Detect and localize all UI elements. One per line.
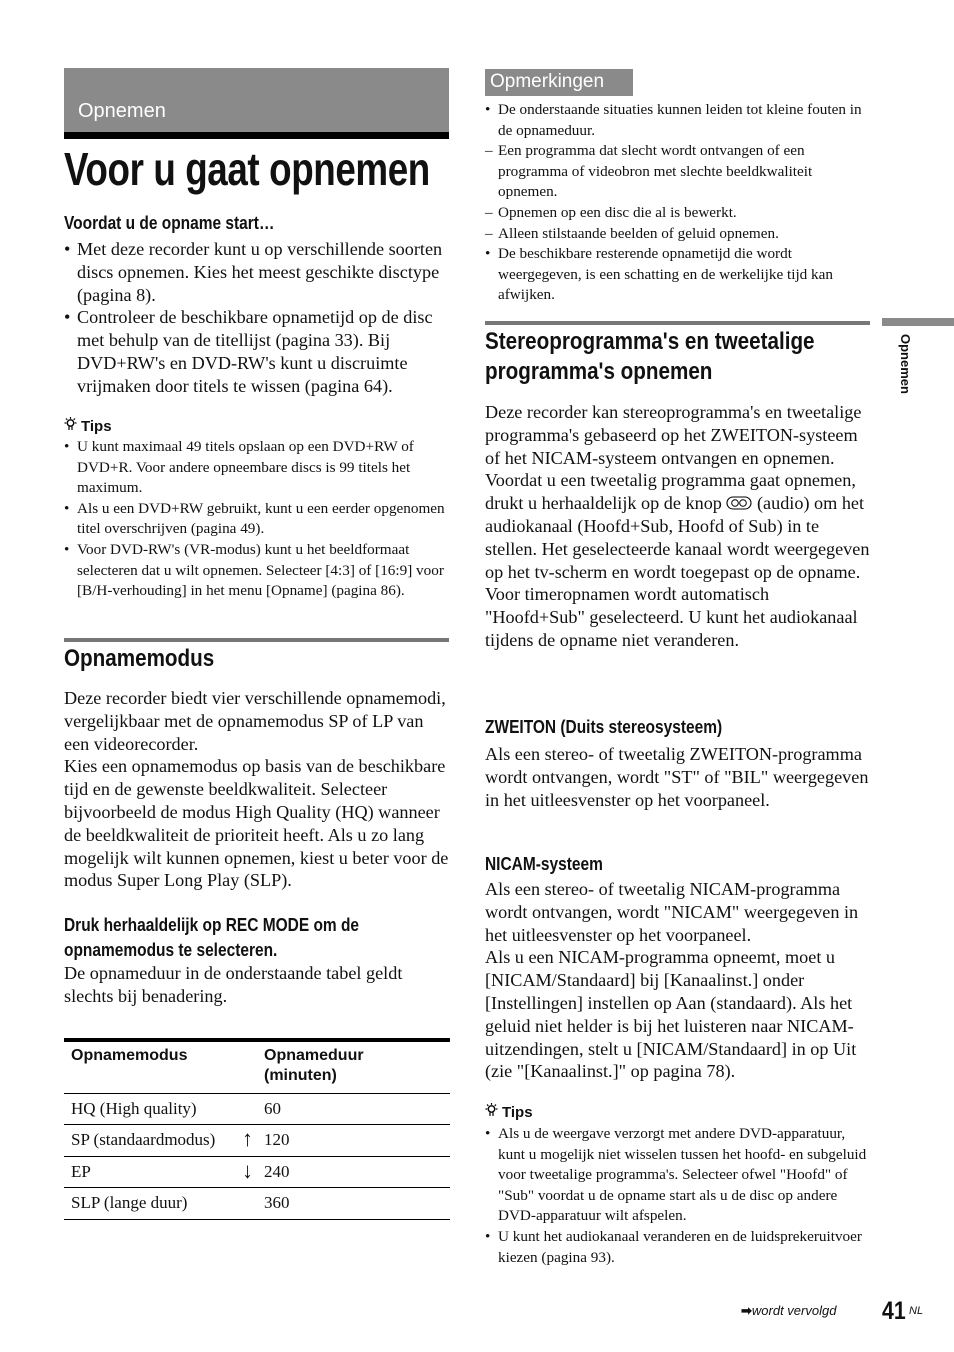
arrow-right-icon: ➡ (741, 1303, 752, 1318)
modes-note: De opnameduur in de onderstaande tabel geldt slechts bij benadering. (64, 963, 403, 1006)
list-item: • De beschikbare resterende opnametijd die wordt weergegeven, is een schatting en de werkelijke tijd kan afwijken. (485, 244, 871, 306)
mode-cell (64, 1156, 257, 1187)
nicam-text (485, 878, 871, 1083)
modes-heading: Opnamemodus (64, 645, 215, 672)
notes-label-text: Opmerkingen (490, 71, 605, 92)
mode-label: EP (71, 1161, 91, 1181)
banner-rule (64, 132, 449, 139)
table-row (64, 1093, 450, 1124)
tips-list-right (485, 1124, 871, 1268)
lightbulb-icon (485, 1103, 498, 1119)
modes-text (64, 687, 450, 892)
stereo-para-2 (485, 469, 871, 651)
table-header-row (64, 1042, 450, 1093)
before-start-heading: Voordat u de opname start… (64, 213, 275, 233)
sub-list-item: – Een programma dat slecht wordt ontvangen of een programma of videobron met slechte beeldkwaliteit opnemen. (485, 141, 871, 203)
tips-label: Tips (502, 1104, 533, 1121)
table-header-mode: Opnamemodus (64, 1042, 257, 1093)
tips-heading-right (485, 1103, 533, 1122)
before-start-list (64, 238, 450, 398)
tips-list-left (64, 437, 450, 602)
side-tab-label: Opnemen (898, 334, 913, 394)
side-tab (882, 318, 954, 326)
modes-table (64, 1042, 450, 1220)
table-row (64, 1187, 450, 1219)
mode-label: SP (standaardmodus) (71, 1130, 216, 1149)
list-item (485, 100, 871, 244)
list-item: • U kunt maximaal 49 titels opslaan op een DVD+RW of DVD+R. Voor andere opneembare discs is 99 titels het maximum. (64, 437, 450, 499)
table-header-duration (257, 1042, 450, 1093)
note-text: • De onderstaande situaties kunnen leiden tot kleine fouten in de opnameduur. (498, 101, 862, 139)
notes-list (485, 100, 871, 306)
mode-cell (64, 1093, 257, 1124)
stereo-heading-line-1: Stereoprogramma's en tweetalige (485, 328, 815, 355)
tips-heading-left (64, 417, 112, 436)
stereo-text (485, 401, 871, 652)
continued-note (741, 1303, 836, 1319)
minutes-cell: 120 (257, 1124, 450, 1156)
page-language: NL (909, 1305, 924, 1317)
header-line-1: Opnameduur (264, 1047, 364, 1064)
list-item: • Als u de weergave verzorgt met andere DVD-apparatuur, kunt u mogelijk niet wisselen tussen het hoofd- en subgeluid voor tweetalige programma's. Selecteer ofwel "Hoofd" of "Sub" voordat u de opname start als u de disc op andere DVD-apparatuur wilt afspelen. (485, 1124, 871, 1227)
audio-button-icon (726, 496, 752, 510)
page-title: Voor u gaat opnemen (64, 143, 430, 195)
stereo-heading (485, 327, 815, 387)
list-item: • Voor DVD-RW's (VR-modus) kunt u het beeldformaat selecteren dat u wilt opnemen. Selecteer [4:3] of [16:9] voor [B/H-verhouding] in het menu [Opname] (pagina 86). (64, 540, 450, 602)
section-banner (64, 68, 449, 132)
minutes-cell: 240 (257, 1156, 450, 1187)
list-item: • Met deze recorder kunt u op verschillende soorten discs opnemen. Kies het meest geschikte disctype (pagina 8). (64, 238, 450, 306)
modes-para-2: Kies een opnamemodus op basis van de beschikbare tijd en de gewenste beeldkwaliteit. Selecteer bijvoorbeeld de modus High Quality (HQ) wanneer de beeldkwaliteit de prioriteit heeft. Als u zo lang mogelijk wilt kunnen opnemen, kiest u beter voor de modus Super Long Play (SLP). (64, 756, 449, 891)
sub-list-item: – Alleen stilstaande beelden of geluid opnemen. (485, 224, 871, 245)
nicam-heading: NICAM-systeem (485, 854, 603, 874)
table-row (64, 1124, 450, 1156)
modes-para-1: Deze recorder biedt vier verschillende opnamemodi, vergelijkbaar met de opnamemodus SP of LP van een videorecorder. (64, 688, 446, 754)
minutes-cell: 60 (257, 1093, 450, 1124)
continued-text: wordt vervolgd (751, 1303, 837, 1318)
arrow-up-icon: ↑ (242, 1125, 253, 1151)
stereo-para-2-end: (audio) om het audiokanaal (Hoofd+Sub, Hoofd of Sub) in te stellen. Het geselecteerde kanaal wordt weergegeven op het tv-scherm en wordt toegepast op de opname. Voor timeropnamen wordt automatisch "Hoofd+Sub" geselecteerd. U kunt het audiokanaal tijdens de opname niet veranderen. (485, 493, 870, 650)
section-label: Opnemen (78, 100, 166, 122)
minutes-cell: 360 (257, 1187, 450, 1219)
list-item: • U kunt het audiokanaal veranderen en de luidsprekeruitvoer kiezen (pagina 93). (485, 1227, 871, 1268)
section-rule (485, 321, 870, 325)
mode-label: SLP (lange duur) (71, 1193, 188, 1212)
instruction-line-2: opnamemodus te selecteren. (64, 940, 278, 960)
nicam-para-2: Als u een NICAM-programma opneemt, moet u [NICAM/Standaard] bij [Kanaalinst.] onder [Instellingen] instellen op Aan (standaard). Als het geluid niet helder is bij het luisteren naar NICAM-uitzendingen, stelt u [NICAM/Standaard] in op Uit (zie "[Kanaalinst.]" op pagina 78). (485, 947, 857, 1082)
notes-sublist (485, 141, 871, 244)
section-rule (64, 638, 449, 642)
stereo-para-1: Deze recorder kan stereoprogramma's en tweetalige programma's gebaseerd op het ZWEITON-systeem of het NICAM-systeem ontvangen en opnemen. (485, 402, 862, 468)
mode-cell (64, 1124, 257, 1156)
mode-label: HQ (High quality) (71, 1098, 197, 1118)
tips-label: Tips (81, 418, 112, 435)
nicam-para-1: Als een stereo- of tweetalig NICAM-programma wordt ontvangen, wordt "NICAM" weergegeven in het uitleesvenster op het voorpaneel. (485, 879, 859, 945)
list-item: • Controleer de beschikbare opnametijd op de disc met behulp van de titellijst (pagina 33). Bij DVD+RW's en DVD-RW's kunt u discruimte vrijmaken door titels te wissen (pagina 64). (64, 306, 450, 397)
notes-label (485, 69, 633, 96)
zweiton-heading: ZWEITON (Duits stereosysteem) (485, 717, 723, 737)
header-line-2: (minuten) (264, 1067, 337, 1084)
stereo-para-2-start: Voordat u een tweetalig programma gaat opnemen, drukt u herhaaldelijk op de knop (485, 470, 856, 514)
notes-bullets (485, 100, 871, 306)
lightbulb-icon (64, 417, 77, 433)
mode-cell (64, 1187, 257, 1219)
modes-instruction (64, 913, 359, 963)
instruction-line-1: Druk herhaaldelijk op REC MODE om de (64, 915, 360, 935)
sub-list-item: – Opnemen op een disc die al is bewerkt. (485, 203, 871, 224)
zweiton-para: Als een stereo- of tweetalig ZWEITON-programma wordt ontvangen, wordt "ST" of "BIL" weergegeven in het uitleesvenster op het voorpaneel. (485, 744, 869, 810)
stereo-heading-line-2: programma's opnemen (485, 358, 713, 385)
table-row (64, 1156, 450, 1187)
arrow-down-icon: ↓ (242, 1157, 253, 1183)
list-item: • Als u een DVD+RW gebruikt, kunt u een eerder opgenomen titel overschrijven (pagina 49). (64, 499, 450, 540)
page-number: 41 (882, 1297, 906, 1325)
